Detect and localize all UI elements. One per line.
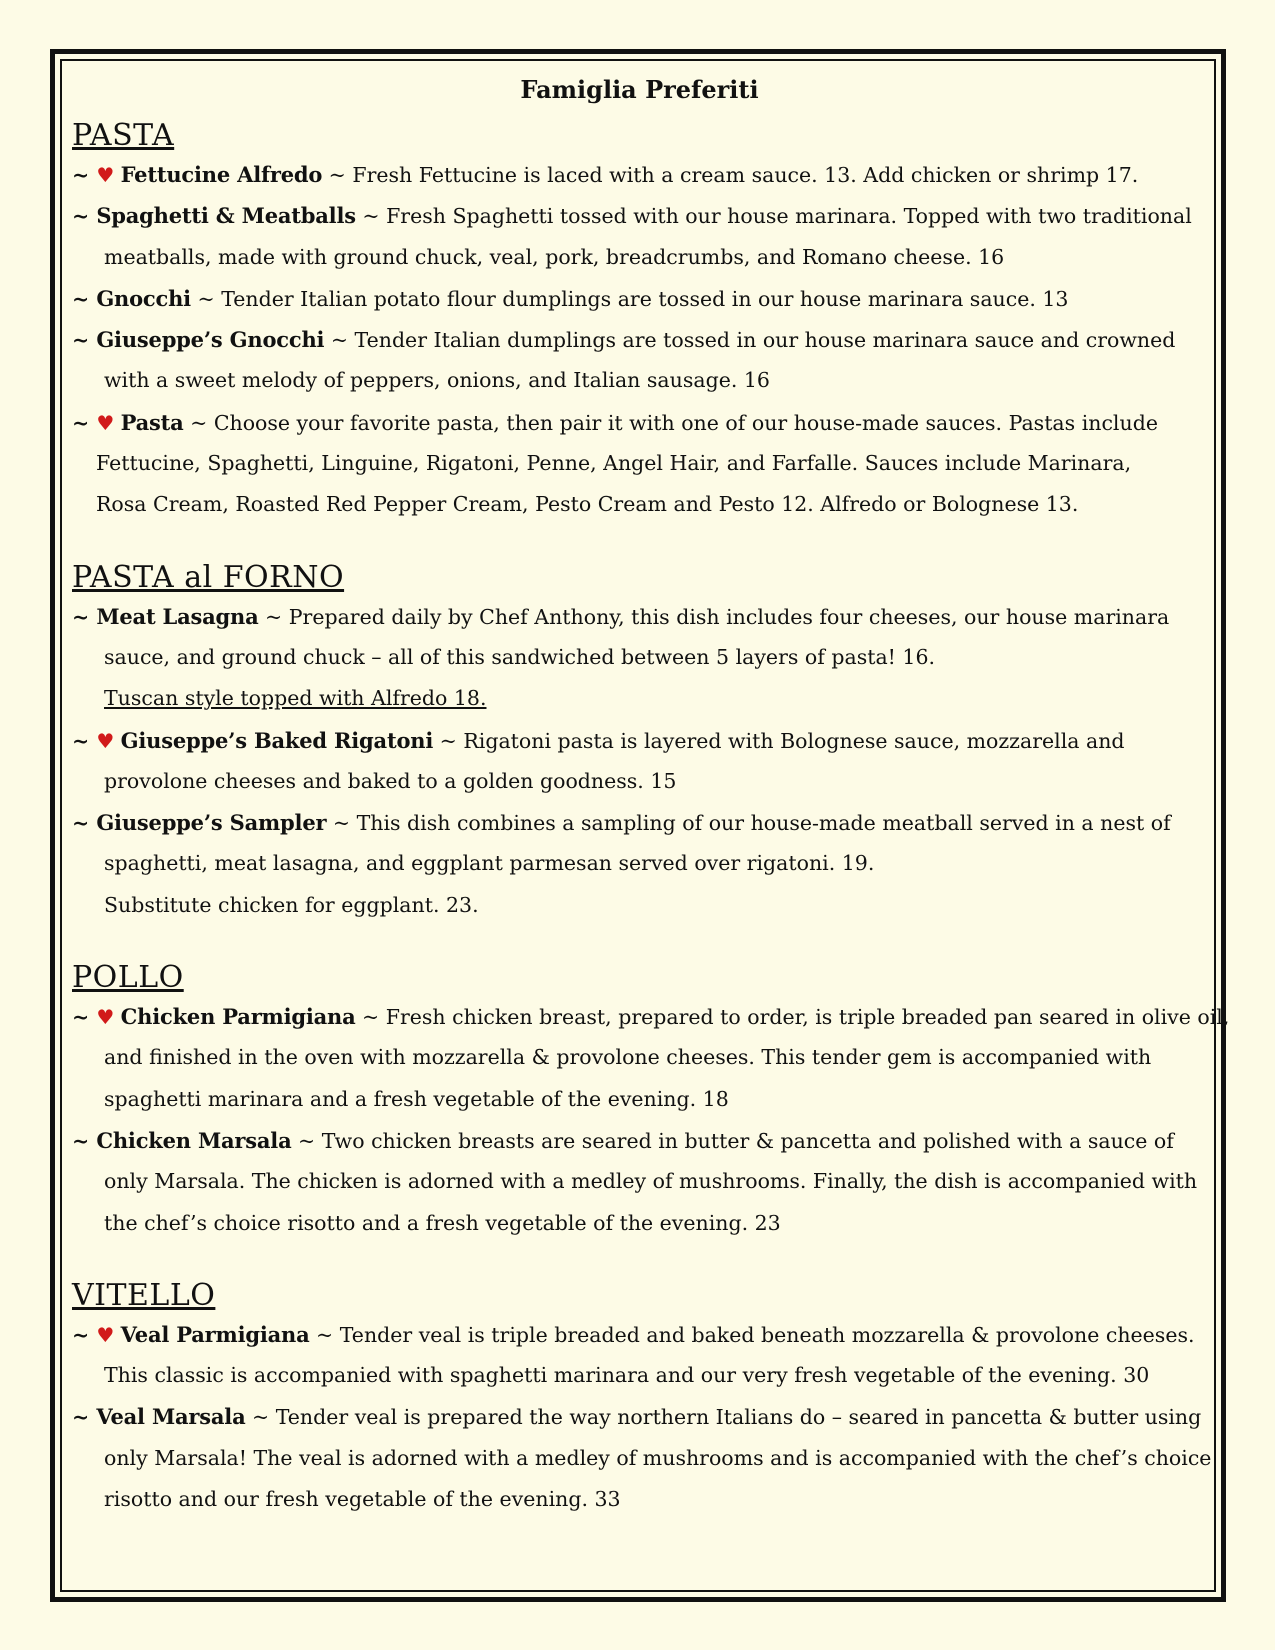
menu-item-description: provolone cheeses and baked to a golden goodness. 15 bbox=[104, 768, 677, 793]
menu-item-name: Gnocchi bbox=[96, 285, 191, 311]
heart-icon: ♥ bbox=[96, 1322, 121, 1347]
menu-item-name: Veal Marsala bbox=[96, 1404, 246, 1430]
tilde-marker: ~ bbox=[72, 286, 97, 311]
menu-item-first-line bbox=[72, 996, 1230, 1037]
menu-item-description-line bbox=[72, 885, 1207, 926]
menu-item-first-line bbox=[72, 402, 1207, 443]
menu-item-first-line bbox=[72, 596, 1207, 637]
menu-item-description: ~ Tender veal is triple breaded and baked beneath mozzarella & provolone cheeses. bbox=[316, 1322, 1195, 1347]
menu-item bbox=[72, 996, 1230, 1120]
menu-item-description-line bbox=[72, 1355, 1207, 1396]
menu-section-pasta bbox=[72, 114, 1207, 526]
menu-item-description: ~ Tender veal is prepared the way northern Italians do – seared in pancetta & butter using bbox=[252, 1405, 1202, 1430]
menu-sections bbox=[72, 114, 1230, 1520]
menu-item-description: spaghetti marinara and a fresh vegetable of the evening. 18 bbox=[104, 1086, 729, 1111]
menu-item-name: Chicken Parmigiana bbox=[120, 1004, 356, 1030]
section-title: PASTA bbox=[72, 118, 175, 153]
menu-item-description: spaghetti, meat lasagna, and eggplant parmesan served over rigatoni. 19. bbox=[104, 851, 875, 876]
heart-icon: ♥ bbox=[96, 163, 121, 187]
menu-item bbox=[72, 1396, 1212, 1520]
menu-item-name: Giuseppe’s Gnocchi bbox=[96, 327, 325, 353]
section-title: VITELLO bbox=[72, 1277, 216, 1313]
menu-item-first-line bbox=[72, 1120, 1207, 1161]
menu-item-name: Giuseppe’s Sampler bbox=[96, 810, 327, 836]
tilde-marker: ~ bbox=[72, 604, 97, 629]
menu-item-name: Meat Lasagna bbox=[96, 603, 259, 629]
heart-icon: ♥ bbox=[96, 410, 121, 435]
menu-item-name: Giuseppe’s Baked Rigatoni bbox=[120, 727, 434, 753]
heart-icon: ♥ bbox=[96, 728, 121, 753]
menu-item bbox=[72, 195, 1207, 278]
menu-item-description: meatballs, made with ground chuck, veal, pork, breadcrumbs, and Romano cheese. 16 bbox=[104, 244, 1005, 269]
menu-item-description-line bbox=[72, 237, 1207, 278]
menu-item-first-line bbox=[72, 1314, 1207, 1355]
section-title: POLLO bbox=[72, 960, 184, 996]
menu-item-description: only Marsala! The veal is adorned with a medley of mushrooms and is accompanied with the chef’s choice bbox=[104, 1445, 1212, 1470]
menu-item-description-line bbox=[72, 1203, 1207, 1244]
menu-item-description: Tuscan style topped with Alfredo 18. bbox=[104, 686, 487, 711]
menu-item-description-line bbox=[72, 484, 1207, 525]
menu-item bbox=[72, 154, 1207, 195]
menu-item-name: Pasta bbox=[120, 409, 184, 435]
menu-item-first-line bbox=[72, 720, 1207, 761]
menu-item-description: ~ Two chicken breasts are seared in butter & pancetta and polished with a sauce of bbox=[298, 1128, 1174, 1153]
menu-item-name: Veal Parmigiana bbox=[120, 1321, 310, 1347]
menu-item-description-line bbox=[72, 1037, 1207, 1078]
menu-item-description: This classic is accompanied with spaghetti marinara and our very fresh vegetable of the evening. 30 bbox=[104, 1363, 1150, 1388]
tilde-marker: ~ bbox=[72, 204, 97, 229]
menu-item-description-line bbox=[72, 443, 1207, 484]
tilde-marker: ~ bbox=[72, 410, 97, 435]
menu-item bbox=[72, 402, 1207, 526]
menu-item-description-line bbox=[72, 637, 1207, 678]
menu-item-description: and finished in the oven with mozzarella & provolone cheeses. This tender gem is accompanied with bbox=[104, 1045, 1152, 1070]
menu-section-vitello bbox=[72, 1274, 1212, 1520]
menu-item-description: ~ This dish combines a sampling of our house-made meatball served in a nest of bbox=[332, 811, 1171, 836]
menu-item-description: with a sweet melody of peppers, onions, and Italian sausage. 16 bbox=[104, 368, 770, 393]
menu-item-description: ~ Rigatoni pasta is layered with Bolognese sauce, mozzarella and bbox=[439, 728, 1125, 753]
tilde-marker: ~ bbox=[72, 728, 97, 753]
menu-item-description: ~ Prepared daily by Chef Anthony, this dish includes four cheeses, our house marinara bbox=[265, 604, 1170, 629]
menu-item-description-line bbox=[72, 1161, 1207, 1202]
menu-item-description: the chef’s choice risotto and a fresh vegetable of the evening. 23 bbox=[104, 1210, 781, 1235]
menu-item-description: Substitute chicken for eggplant. 23. bbox=[104, 892, 479, 917]
tilde-marker: ~ bbox=[72, 811, 97, 836]
menu-item-name: Fettucine Alfredo bbox=[120, 162, 323, 187]
menu-page bbox=[72, 74, 1230, 1520]
menu-item-description-line bbox=[72, 1079, 1207, 1120]
menu-item-description: ~ Fresh Fettucine is laced with a cream sauce. 13. Add chicken or shrimp 17. bbox=[328, 163, 1139, 187]
menu-item-description-line bbox=[72, 1479, 1207, 1520]
page-title: Famiglia Preferiti bbox=[520, 75, 759, 104]
menu-section-pollo bbox=[72, 956, 1230, 1244]
menu-item-first-line bbox=[72, 278, 1207, 319]
menu-item-first-line bbox=[72, 319, 1207, 360]
menu-item-description: ~ Tender Italian potato flour dumplings are tossed in our house marinara sauce. 13 bbox=[197, 286, 1069, 311]
menu-item bbox=[72, 319, 1207, 402]
menu-item-first-line bbox=[72, 154, 1207, 195]
menu-item-description: ~ Tender Italian dumplings are tossed in our house marinara sauce and crowned bbox=[330, 328, 1176, 353]
menu-item-description-line bbox=[72, 1438, 1212, 1479]
menu-item-name: Spaghetti & Meatballs bbox=[96, 203, 356, 229]
menu-item-description: ~ Fresh Spaghetti tossed with our house marinara. Topped with two traditional bbox=[362, 204, 1192, 229]
menu-item-name: Chicken Marsala bbox=[96, 1127, 292, 1153]
section-title: PASTA al FORNO bbox=[72, 559, 345, 595]
menu-item-description: ~ Choose your favorite pasta, then pair it with one of our house-made sauces. Pastas include bbox=[190, 410, 1158, 435]
tilde-marker: ~ bbox=[72, 328, 97, 353]
menu-item bbox=[72, 596, 1207, 720]
menu-item bbox=[72, 720, 1207, 803]
menu-item-description-line bbox=[72, 761, 1207, 802]
tilde-marker: ~ bbox=[72, 1005, 97, 1030]
menu-item bbox=[72, 1314, 1207, 1397]
menu-item-first-line bbox=[72, 802, 1207, 843]
menu-item-description: risotto and our fresh vegetable of the evening. 33 bbox=[104, 1487, 621, 1512]
menu-section-pasta-al-forno bbox=[72, 556, 1207, 926]
heart-icon: ♥ bbox=[96, 1005, 121, 1030]
menu-item-description: Rosa Cream, Roasted Red Pepper Cream, Pesto Cream and Pesto 12. Alfredo or Bolognese 13. bbox=[96, 492, 1079, 517]
menu-item-first-line bbox=[72, 195, 1207, 236]
tilde-marker: ~ bbox=[72, 1405, 97, 1430]
menu-item bbox=[72, 1120, 1207, 1244]
tilde-marker: ~ bbox=[72, 1322, 97, 1347]
menu-item bbox=[72, 278, 1207, 319]
tilde-marker: ~ bbox=[72, 163, 97, 187]
menu-item-description-line bbox=[72, 360, 1207, 401]
menu-item-description-line bbox=[72, 843, 1207, 884]
menu-item-description: ~ Fresh chicken breast, prepared to order, is triple breaded pan seared in olive oil, bbox=[362, 1005, 1230, 1030]
menu-item-description: only Marsala. The chicken is adorned with a medley of mushrooms. Finally, the dish is accompanied with bbox=[104, 1169, 1198, 1194]
menu-item-description: Fettucine, Spaghetti, Linguine, Rigatoni, Penne, Angel Hair, and Farfalle. Sauces include Marinara, bbox=[96, 451, 1132, 476]
tilde-marker: ~ bbox=[72, 1128, 97, 1153]
menu-item-description-line bbox=[72, 678, 1207, 719]
menu-item-first-line bbox=[72, 1396, 1207, 1437]
menu-item bbox=[72, 802, 1207, 926]
menu-item-description: sauce, and ground chuck – all of this sandwiched between 5 layers of pasta! 16. bbox=[104, 644, 936, 669]
